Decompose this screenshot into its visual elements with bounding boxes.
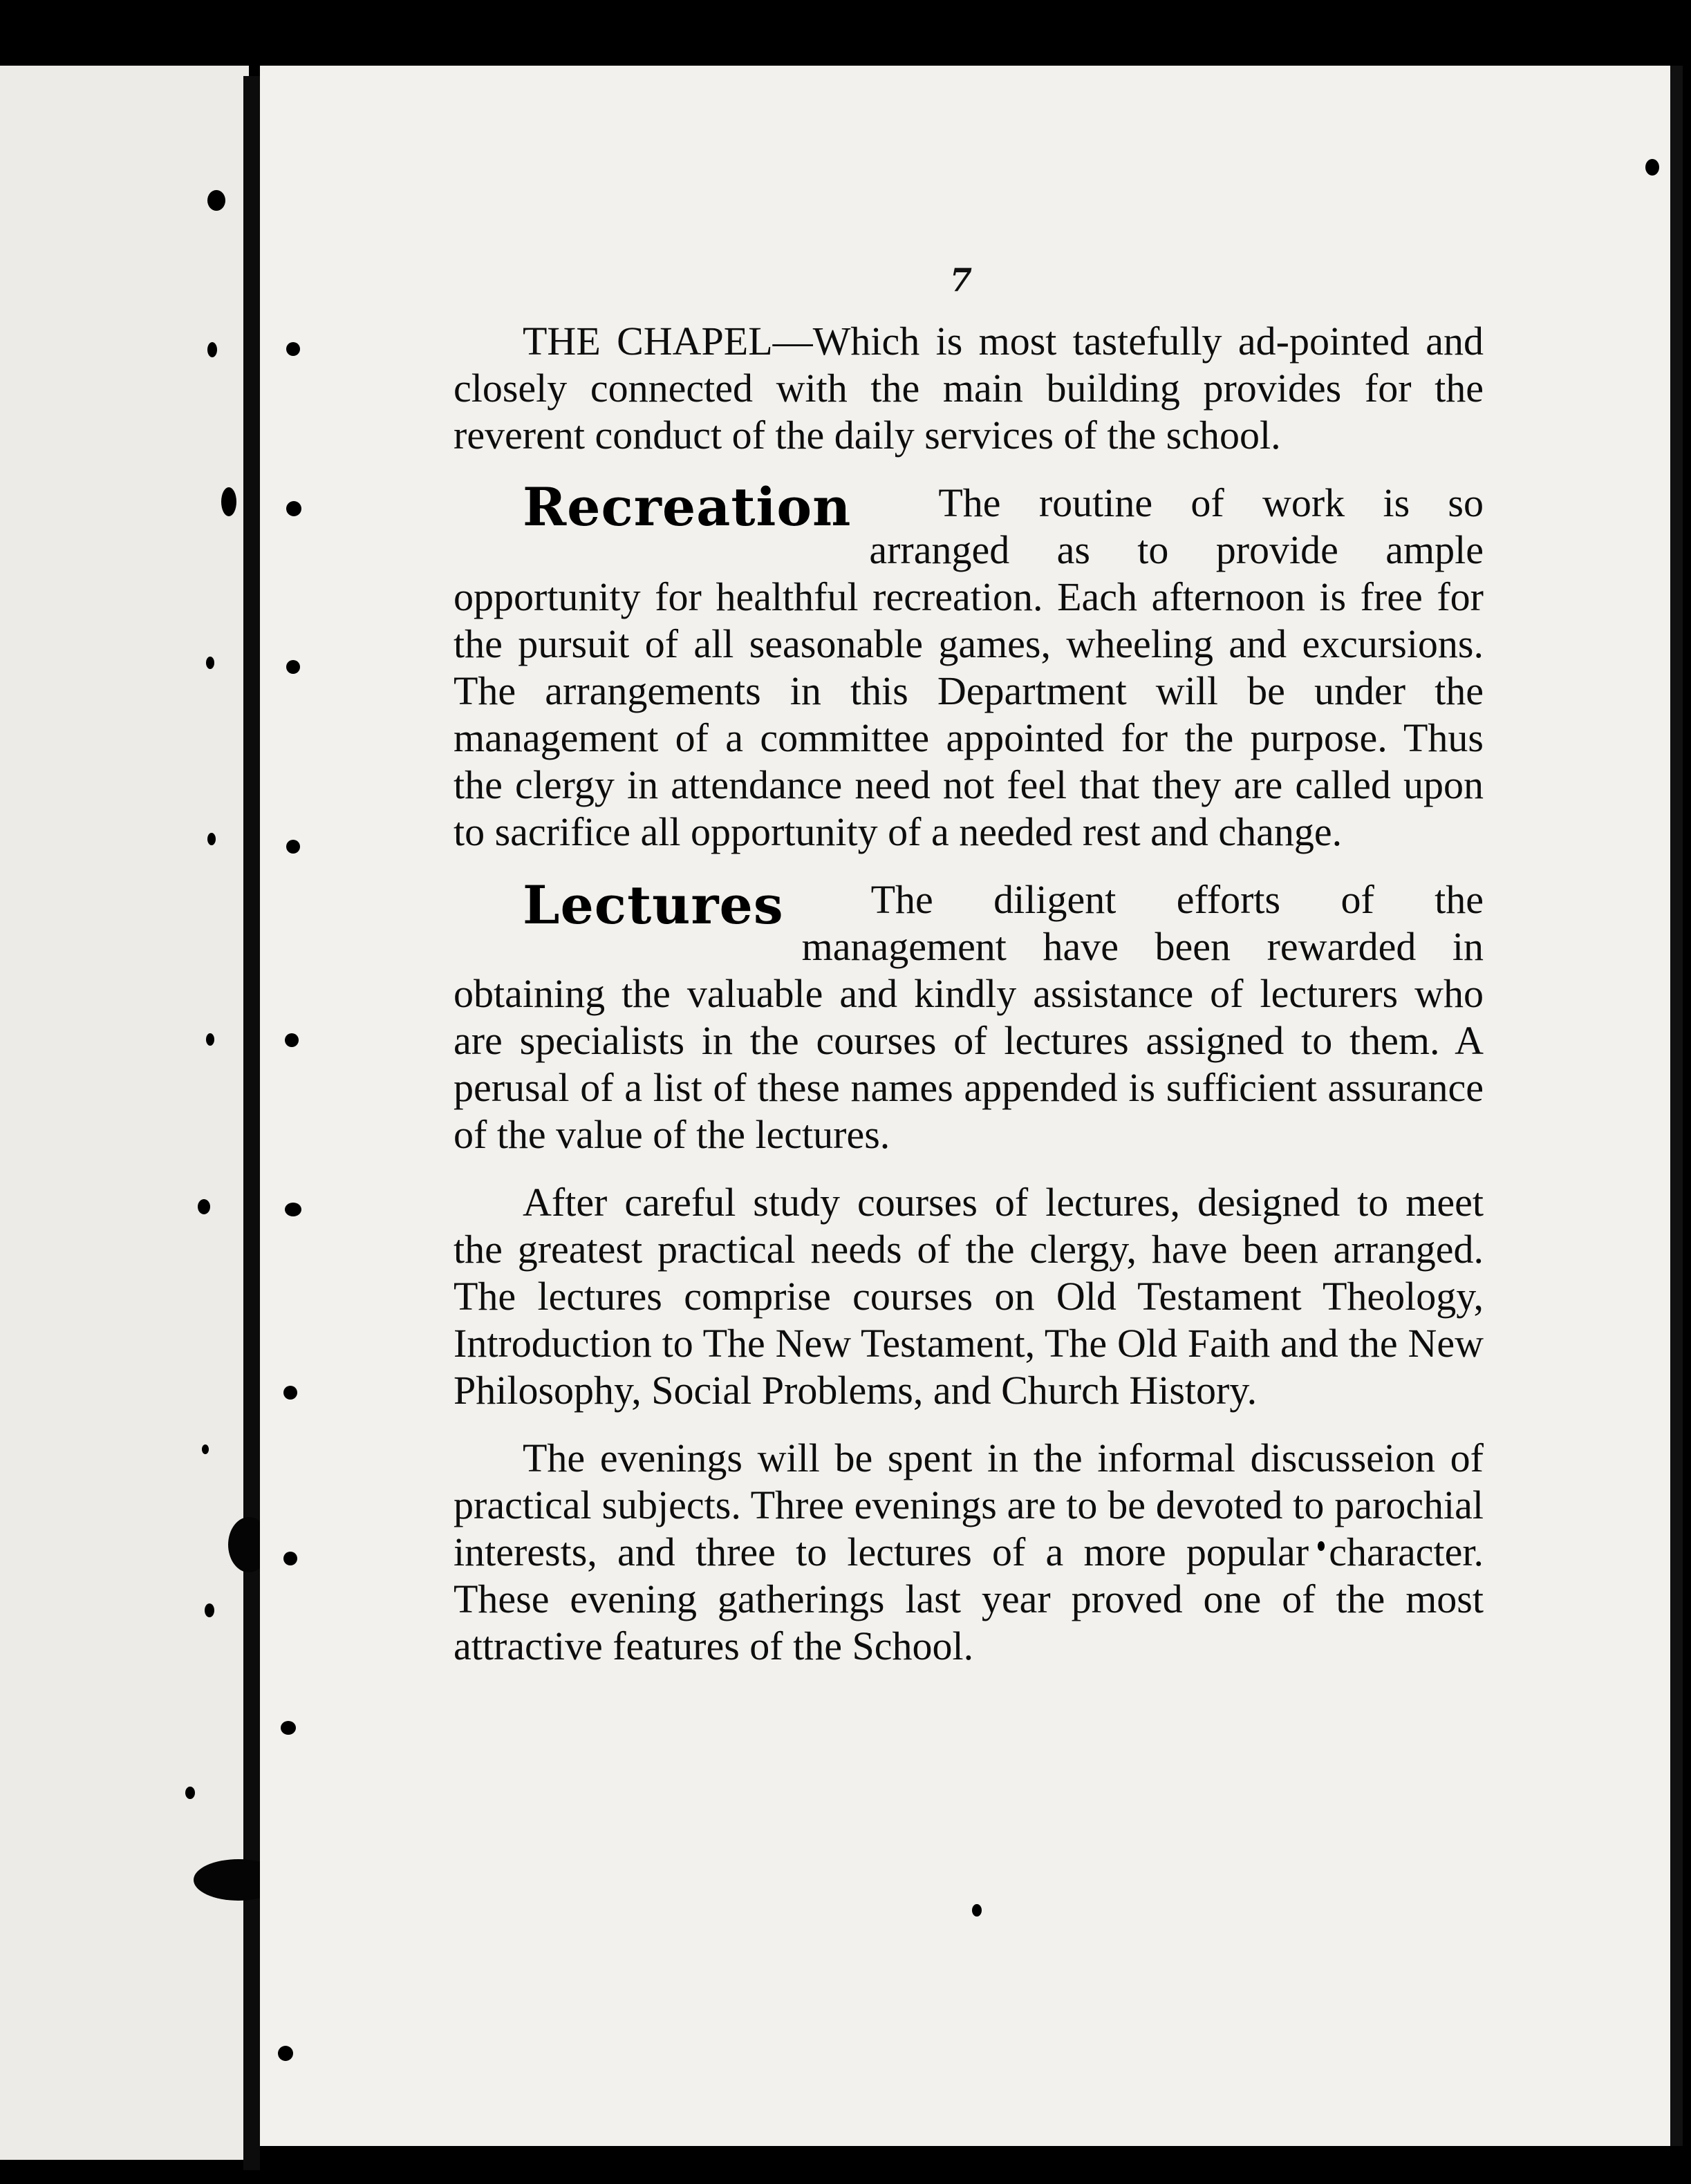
paragraph-chapel: THE CHAPEL—Which is most tastefully ad-pointed and closely connected with the main building provides for the reverent conduct of the daily services of the school. (454, 319, 1484, 458)
ink-speck (202, 1444, 209, 1454)
binding-gutter (243, 76, 260, 2170)
ink-speck (205, 1603, 214, 1617)
ink-speck (283, 1386, 297, 1400)
paragraph-lectures (454, 876, 1484, 1158)
ink-speck (285, 1033, 299, 1047)
facing-page-edge (0, 66, 249, 2160)
ink-speck (221, 487, 236, 516)
ink-speck (207, 833, 216, 845)
ink-speck (281, 1721, 296, 1735)
ink-speck (206, 657, 214, 669)
ink-speck (286, 660, 300, 674)
ink-speck (207, 342, 217, 357)
ink-speck (278, 2046, 293, 2061)
ink-speck (207, 190, 225, 211)
ink-speck (285, 1203, 301, 1216)
paragraph-lectures-text: The diligent efforts of the management have been rewarded in obtaining the valuable and kindly assistance of lecturers who are specialists in the courses of lectures assigned to them. A perusal of a list of these names appended is sufficient assurance of the value of the lectures. (454, 877, 1484, 1157)
page-number: 7 (950, 261, 973, 299)
ink-speck (283, 1552, 297, 1565)
ink-speck (286, 840, 300, 854)
ink-speck (185, 1787, 195, 1799)
ink-speck (198, 1199, 210, 1214)
ink-speck (972, 1904, 982, 1917)
paragraph-courses: After careful study courses of lectures, designed to meet the greatest practical needs of the clergy, have been arranged. The lectures comprise courses on Old Testament Theology, Introduction to The New Testament, The Old Faith and the New Philosophy, Social Problems, and Church History. (454, 1180, 1484, 1413)
ink-speck (1645, 159, 1659, 176)
ink-speck (286, 501, 301, 516)
ink-speck (206, 1033, 214, 1046)
ink-speck (286, 342, 300, 356)
paragraph-recreation-text: The routine of work is so arranged as to provide ample opportunity for healthful recreation. Each afternoon is free for the pursuit of all seasonable games, wheeling and excursions. The arrangements in this Department will be under the management of a committee appointed for the purpose. Thus the clergy in attendance need not feel that they are called upon to sacrifice all opportunity of a needed rest and change. (454, 480, 1484, 854)
body-text (454, 318, 1484, 1691)
paragraph-evenings: The evenings will be spent in the informal discusseion of practical subjects. Three evenings are to be devoted to parochial interests, and three to lectures of a more popular character. These evening gatherings last year proved one of the most attractive features of the School. (454, 1435, 1484, 1668)
side-heading-recreation: Recreation (523, 476, 852, 538)
paragraph-recreation (454, 476, 1484, 856)
side-heading-lectures: Lectures (523, 874, 784, 936)
